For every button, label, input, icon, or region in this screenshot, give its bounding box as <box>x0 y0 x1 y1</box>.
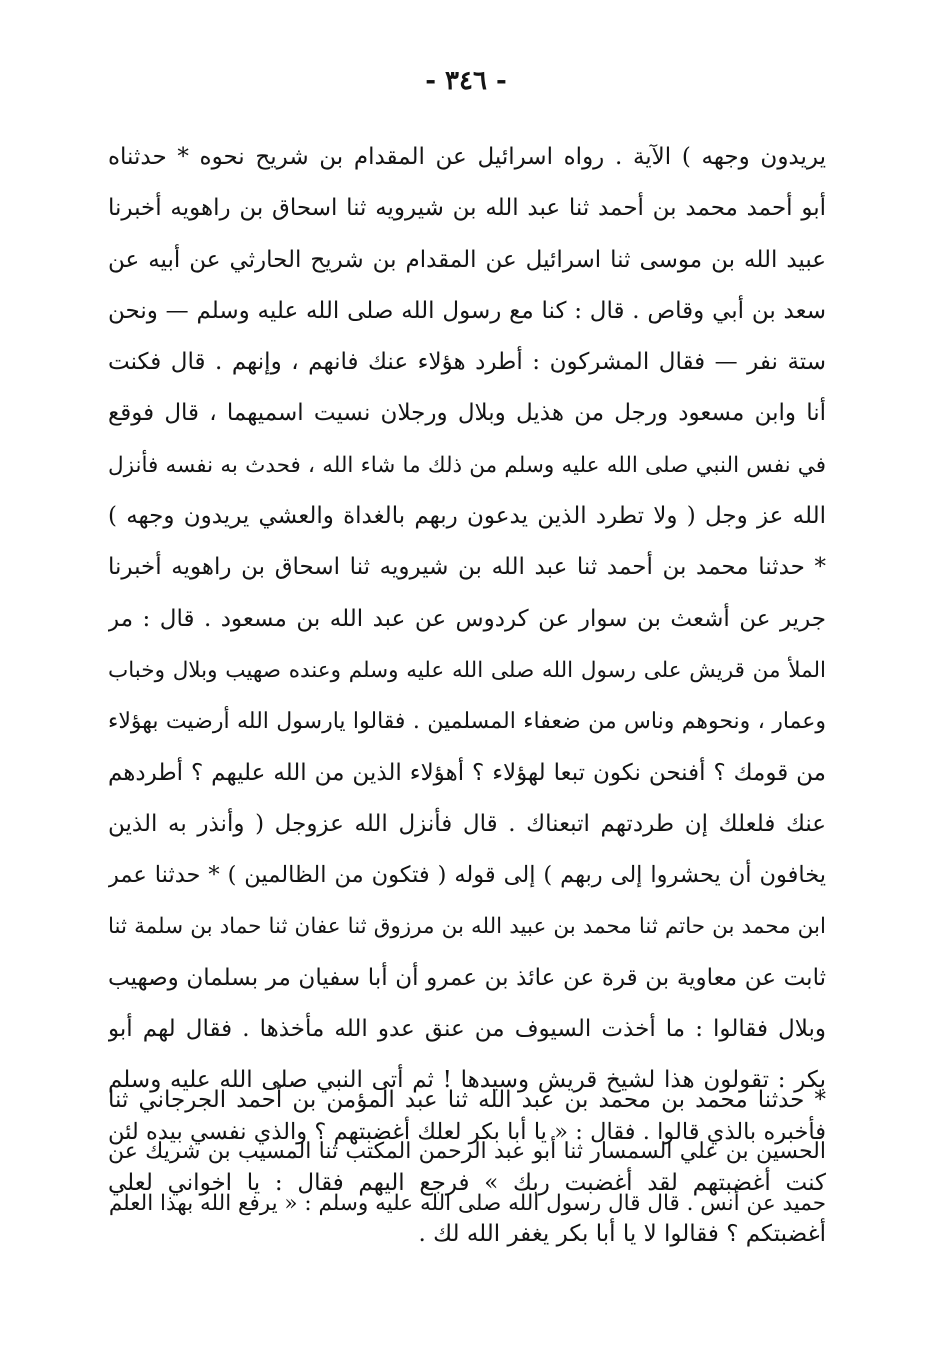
text-line: من قومك ؟ أفنحن نكون تبعا لهؤلاء ؟ أهؤلاء الذين من الله عليهم ؟ أطردهم <box>108 759 826 786</box>
text-line: الحسين بن علي السمسار ثنا أبو عبد الرحمن المكتب ثنا المسيب بن شريك عن <box>108 1139 826 1165</box>
text-line: أغضبتكم ؟ فقالوا لا يا أبا بكر يغفر الله لك . <box>418 1221 826 1248</box>
text-line: عنك فلعلك إن طردتهم اتبعناك . قال فأنزل الله عزوجل ( وأنذر به الذين <box>108 810 826 837</box>
paragraph-2 <box>108 1075 826 1229</box>
text-line: جرير عن أشعث بن سوار عن كردوس عن عبد الله بن مسعود . قال : مر <box>108 605 826 632</box>
text-line: ابن محمد بن حاتم ثنا محمد بن عبيد الله بن مرزوق ثنا عفان ثنا حماد بن سلمة ثنا <box>108 914 826 940</box>
text-line: ثابت عن معاوية بن قرة عن عائذ بن عمرو أن أبا سفيان مر بسلمان وصهيب <box>108 964 826 991</box>
text-line: الله عز وجل ( ولا تطرد الذين يدعون ربهم بالغداة والعشي يريدون وجهه ) <box>108 503 826 530</box>
text-line: أنا وابن مسعود ورجل من هذيل وبلال ورجلان نسيت اسميهما ، قال فوقع <box>108 400 826 427</box>
text-line: في نفس النبي صلى الله عليه وسلم من ذلك ما شاء الله ، فحدث به نفسه فأنزل <box>108 452 826 478</box>
text-line: ستة نفر — فقال المشركون : أطرد هؤلاء عنك فانهم ، وإنهم . قال فكنت <box>108 349 826 376</box>
text-line: * حدثنا محمد بن أحمد ثنا عبد الله بن شيرويه ثنا اسحاق بن راهويه أخبرنا <box>108 554 826 581</box>
text-line: وبلال فقالوا : ما أخذت السيوف من عنق عدو الله مأخذها . فقال لهم أبو <box>108 1016 826 1043</box>
page-number: - ٣٤٦ - <box>425 66 507 96</box>
text-line: الملأ من قريش على رسول الله صلى الله عليه وسلم وعنده صهيب وبلال وخباب <box>108 657 826 683</box>
text-line: حميد عن أنس . قال قال رسول الله صلى الله عليه وسلم : « يرفع الله بهذا العلم <box>108 1190 826 1216</box>
text-line: * حدثنا محمد بن محمد بن عبد الله ثنا عبد المؤمن بن أحمد الجرجاني ثنا <box>108 1087 826 1113</box>
text-line: يريدون وجهه ) الآية . رواه اسرائيل عن المقدام بن شريح نحوه * حدثناه <box>108 144 826 170</box>
text-line: سعد بن أبي وقاص . قال : كنا مع رسول الله صلى الله عليه وسلم — ونحن <box>108 297 826 324</box>
text-line: أبو أحمد محمد بن أحمد ثنا عبد الله بن شيرويه ثنا اسحاق بن راهويه أخبرنا <box>108 195 826 222</box>
text-line: كنت أغضبتهم لقد أغضبت ربك » فرجع اليهم فقال : يا اخواني لعلي <box>108 1169 826 1196</box>
text-line: عبيد الله بن موسى ثنا اسرائيل عن المقدام بن شريح الحارثي عن أبيه عن <box>108 246 826 273</box>
text-line: بكر : تقولون هذا لشيخ قريش وسيدها ! ثم أتى النبي صلى الله عليه وسلم <box>108 1067 826 1094</box>
text-line: وعمار ، ونحوهم وناس من ضعفاء المسلمين . فقالوا يارسول الله أرضيت بهؤلاء <box>108 709 826 735</box>
text-line: يخافون أن يحشروا إلى ربهم ) إلى قوله ( فتكون من الظالمين ) * حدثنا عمر <box>108 862 826 889</box>
text-line: فأخبره بالذي قالوا . فقال : « يا أبا بكر لعلك أغضبتهم ؟ والذي نفسي بيده لئن <box>108 1118 826 1145</box>
